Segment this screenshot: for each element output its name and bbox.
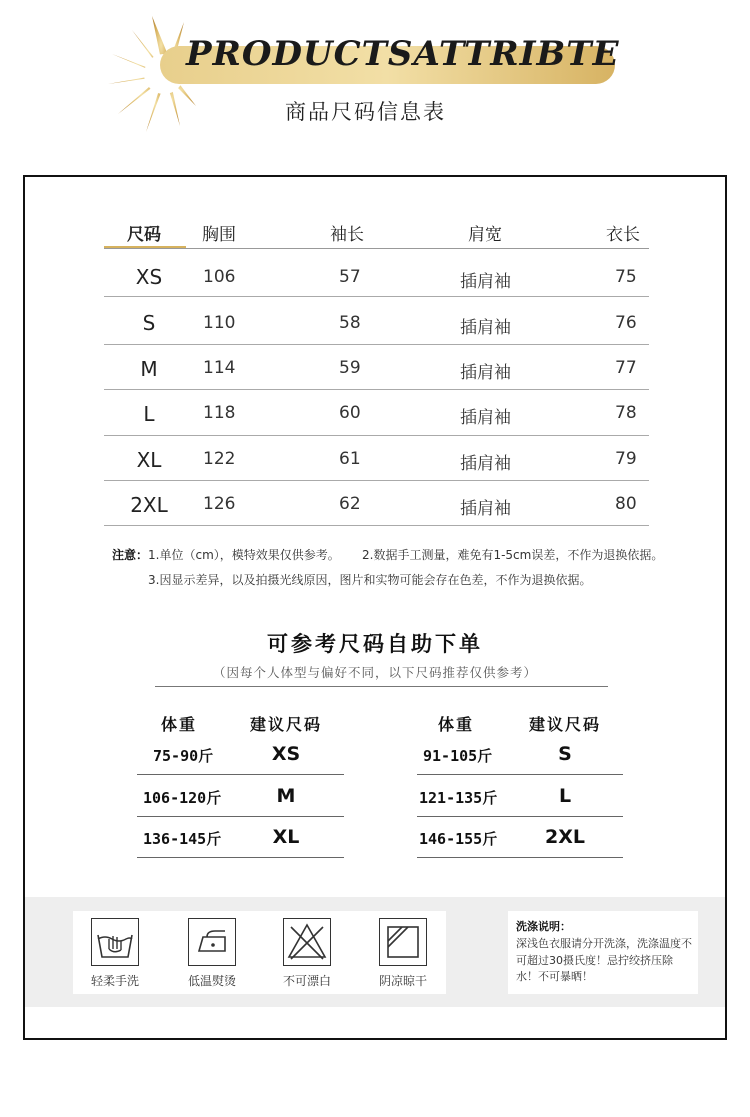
row-shoulder: 插肩袖 xyxy=(460,272,511,292)
wash-text: 深浅色衣服请分开洗涤，洗涤温度不可超过30摄氏度！忌拧绞挤压除水！不可暴晒！ xyxy=(516,937,692,983)
shade-dry-icon xyxy=(379,918,427,966)
left-row-divider xyxy=(137,774,344,775)
right-header-size: 建议尺码 xyxy=(529,715,602,734)
reference-subtitle: （因每个人体型与偏好不同，以下尺码推荐仅供参考） xyxy=(212,665,537,680)
row-divider xyxy=(104,344,649,345)
reference-title: 可参考尺码自助下单 xyxy=(267,632,483,656)
no-bleach-label: 不可漂白 xyxy=(282,974,331,988)
row-shoulder: 插肩袖 xyxy=(460,363,511,383)
left-weight: 106-120斤 xyxy=(143,789,222,807)
low-iron-label: 低温熨烫 xyxy=(187,974,236,988)
row-sleeve: 58 xyxy=(339,313,361,333)
reference-divider xyxy=(155,686,608,687)
row-size: XL xyxy=(136,448,162,472)
banner-title-en: PRODUCTSATTRIBTE xyxy=(186,34,620,74)
header-shoulder: 肩宽 xyxy=(468,225,502,245)
left-weight: 75-90斤 xyxy=(153,747,214,765)
row-sleeve: 61 xyxy=(339,449,361,469)
right-row-divider xyxy=(417,816,623,817)
row-size: XS xyxy=(135,265,163,289)
header-size: 尺码 xyxy=(127,225,161,245)
row-shoulder: 插肩袖 xyxy=(460,454,511,474)
row-length: 75 xyxy=(615,267,637,287)
note-line-1 xyxy=(112,546,340,563)
note-measure: 2.数据手工测量，难免有1-5cm误差，不作为退换依据。 xyxy=(362,548,664,562)
right-size: L xyxy=(558,785,572,807)
row-chest: 114 xyxy=(203,358,236,378)
row-size: M xyxy=(140,357,158,381)
row-size: L xyxy=(143,402,155,426)
row-shoulder: 插肩袖 xyxy=(460,408,511,428)
row-chest: 110 xyxy=(203,313,236,333)
right-weight: 146-155斤 xyxy=(419,830,498,848)
row-chest: 126 xyxy=(203,494,236,514)
note-color-diff: 3.因显示差异，以及拍摄光线原因，图片和实物可能会存在色差，不作为退换依据。 xyxy=(148,573,592,587)
header-sleeve: 袖长 xyxy=(330,225,364,245)
right-header-weight: 体重 xyxy=(438,715,475,734)
left-size: M xyxy=(276,785,296,807)
header-length: 衣长 xyxy=(606,225,640,245)
no-bleach-icon xyxy=(283,918,331,966)
right-size: S xyxy=(558,743,572,765)
right-weight: 91-105斤 xyxy=(423,747,493,765)
left-weight: 136-145斤 xyxy=(143,830,222,848)
row-divider xyxy=(104,389,649,390)
row-length: 77 xyxy=(615,358,637,378)
left-header-size: 建议尺码 xyxy=(250,715,323,734)
row-divider xyxy=(104,296,649,297)
note-unit: 1.单位（cm），模特效果仅供参考。 xyxy=(148,548,340,562)
shade-dry-label: 阴凉晾干 xyxy=(378,974,427,988)
right-weight: 121-135斤 xyxy=(419,789,498,807)
row-size: 2XL xyxy=(130,493,168,517)
header-chest: 胸围 xyxy=(202,225,236,245)
row-divider xyxy=(104,525,649,526)
row-sleeve: 57 xyxy=(339,267,361,287)
low-iron-icon xyxy=(188,918,236,966)
hand-wash-label: 轻柔手洗 xyxy=(90,974,139,988)
wash-title: 洗涤说明： xyxy=(516,920,571,933)
left-header-weight: 体重 xyxy=(161,715,198,734)
row-length: 79 xyxy=(615,449,637,469)
row-size: S xyxy=(142,311,156,335)
left-row-divider xyxy=(137,816,344,817)
row-length: 80 xyxy=(615,494,637,514)
banner-title-cn: 商品尺码信息表 xyxy=(285,100,446,124)
row-length: 78 xyxy=(615,403,637,423)
row-sleeve: 59 xyxy=(339,358,361,378)
row-divider xyxy=(104,435,649,436)
left-size: XS xyxy=(271,743,301,765)
hand-wash-icon xyxy=(91,918,139,966)
row-chest: 118 xyxy=(203,403,236,423)
left-size: XL xyxy=(272,826,300,848)
row-chest: 122 xyxy=(203,449,236,469)
left-row-divider xyxy=(137,857,344,858)
row-divider xyxy=(104,480,649,481)
row-shoulder: 插肩袖 xyxy=(460,318,511,338)
row-sleeve: 62 xyxy=(339,494,361,514)
table-header-line xyxy=(104,248,649,249)
row-length: 76 xyxy=(615,313,637,333)
right-row-divider xyxy=(417,857,623,858)
row-chest: 106 xyxy=(203,267,236,287)
right-row-divider xyxy=(417,774,623,775)
row-shoulder: 插肩袖 xyxy=(460,499,511,519)
row-sleeve: 60 xyxy=(339,403,361,423)
note-label: 注意： xyxy=(112,548,149,562)
right-size: 2XL xyxy=(545,826,585,848)
